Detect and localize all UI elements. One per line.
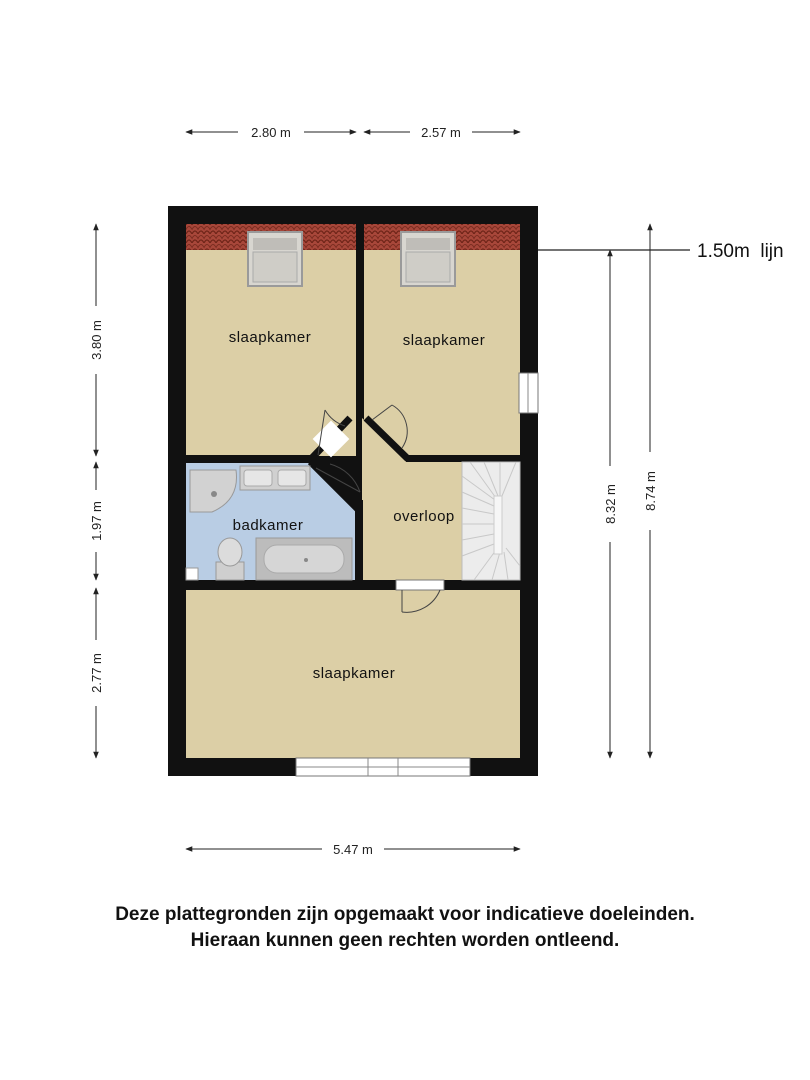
disclaimer-line-1: Deze plattegronden zijn opgemaakt voor indicatieve doeleinden. (115, 904, 695, 925)
bathtub (256, 538, 352, 580)
dim-label-top-right: 2.57 m (421, 125, 461, 140)
wall-center-vertical (356, 222, 364, 412)
label-bathroom: badkamer (232, 517, 304, 534)
dim-label-bottom: 5.47 m (333, 842, 373, 857)
wall-landing-top (406, 455, 522, 462)
label-bedroom-top-left: slaapkamer (228, 329, 312, 346)
dim-label-left-middle: 1.97 m (89, 501, 104, 541)
disclaimer-line-2: Hieraan kunnen geen rechten worden ontleend. (190, 930, 620, 951)
staircase (462, 462, 520, 580)
bathroom-radiator (186, 568, 198, 580)
wall-bedroom-left-bottom (184, 455, 310, 463)
wall-bathroom-right (355, 500, 363, 582)
dim-label-left-lower: 2.77 m (89, 653, 104, 693)
wall-middle-horizontal (184, 580, 522, 590)
label-bedroom-bottom: slaapkamer (312, 665, 396, 682)
label-bedroom-top-right: slaapkamer (402, 332, 486, 349)
skylight-left (248, 232, 302, 286)
height-line-label: 1.50m lijn (697, 241, 784, 262)
dim-label-right-outer: 8.74 m (643, 471, 658, 511)
toilet (216, 538, 244, 580)
dim-label-left-upper: 3.80 m (89, 320, 104, 360)
dim-label-top-left: 2.80 m (251, 125, 291, 140)
dim-label-right-inner: 8.32 m (603, 484, 618, 524)
label-landing: overloop (393, 508, 455, 525)
double-sink (240, 466, 310, 490)
skylight-right (401, 232, 455, 286)
